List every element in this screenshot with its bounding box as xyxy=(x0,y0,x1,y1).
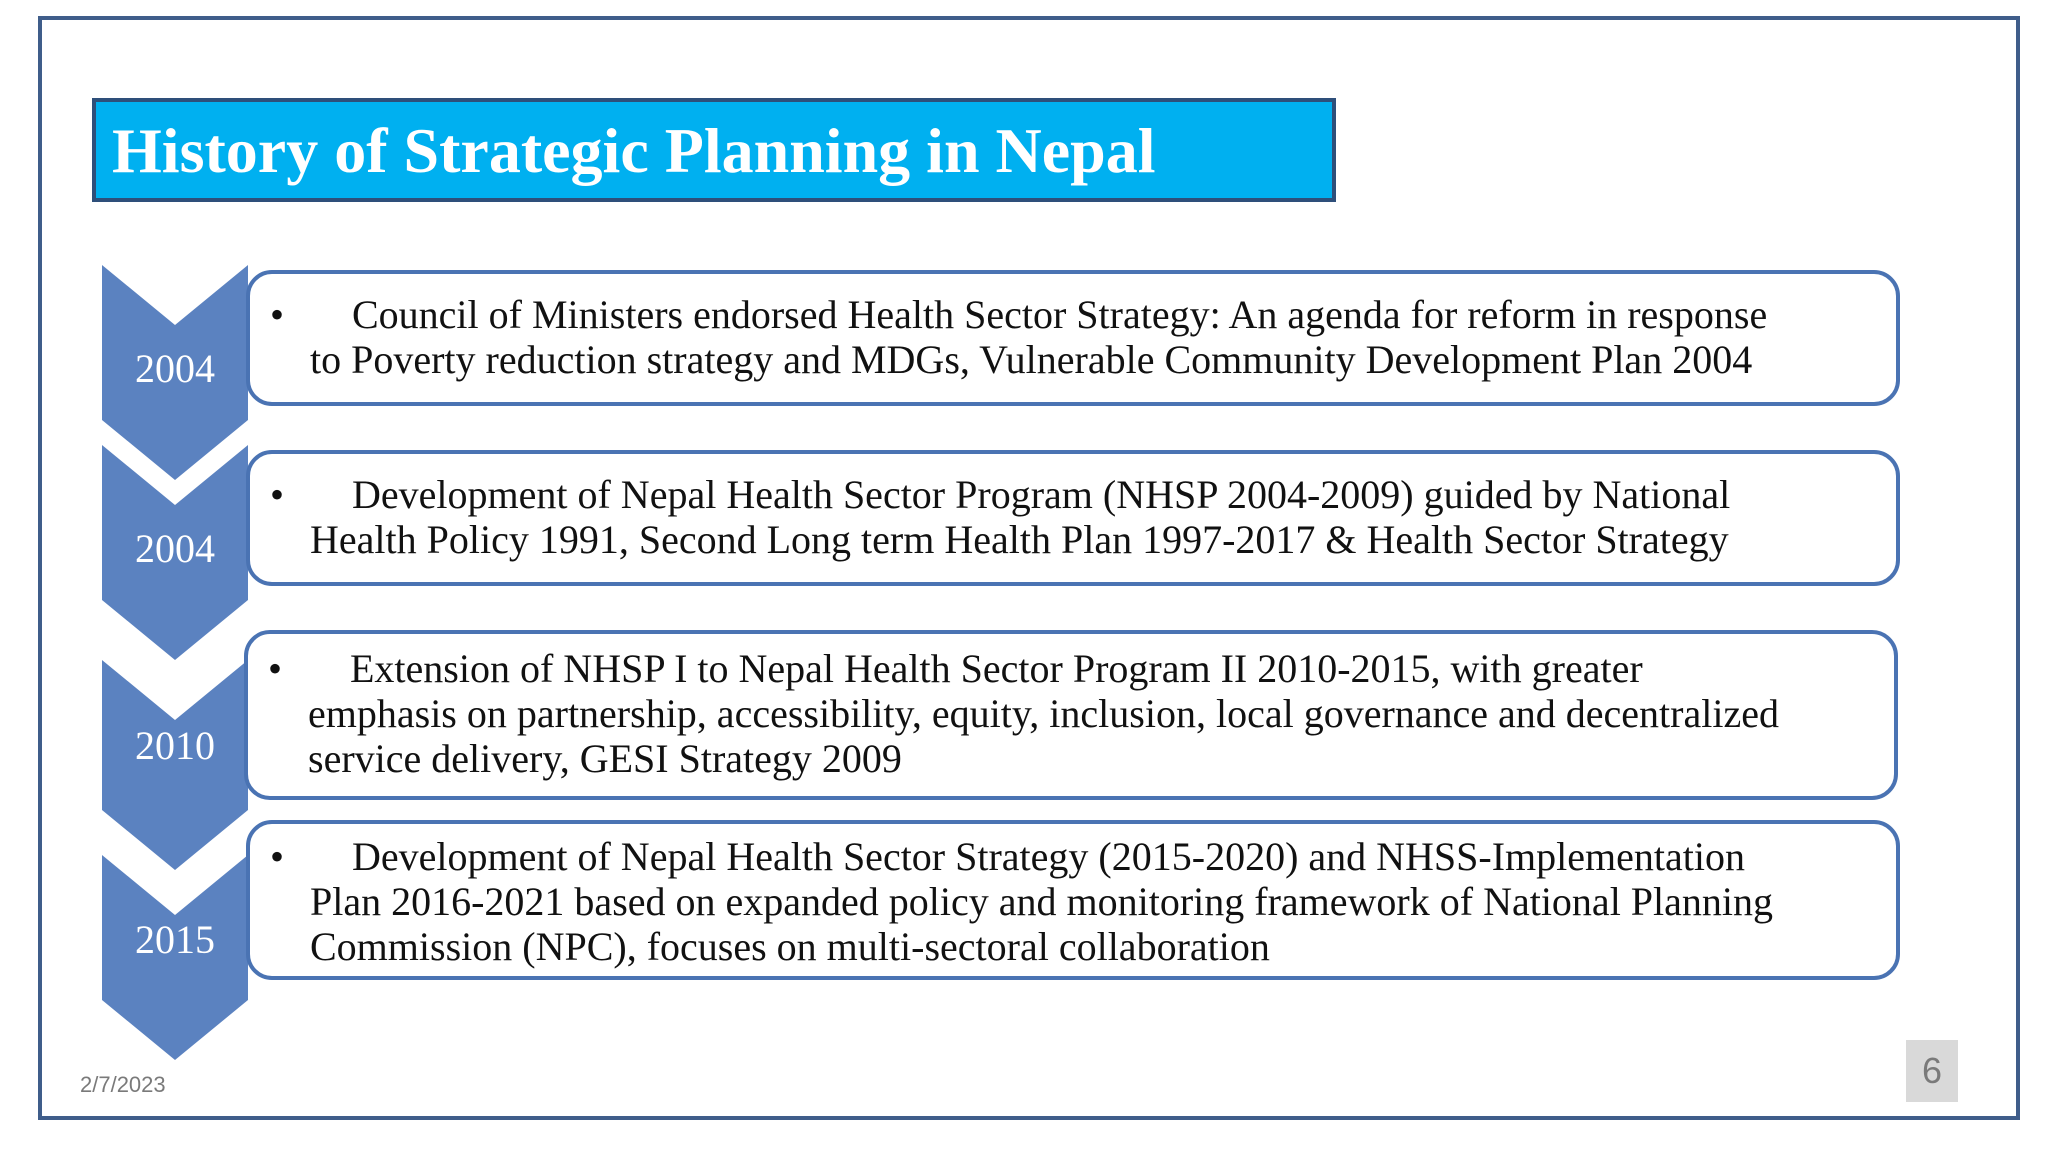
bullet-icon: • xyxy=(270,292,285,337)
year-label-3: 2010 xyxy=(135,723,215,768)
slide-title: History of Strategic Planning in Nepal xyxy=(112,115,1156,186)
event-text-4 xyxy=(250,834,1896,969)
event-text-3 xyxy=(248,646,1894,781)
event-2-line-1: Development of Nepal Health Sector Program (NHSP 2004-2009) guided by National xyxy=(352,472,1731,517)
year-label-4: 2015 xyxy=(135,917,215,962)
event-4-line-2: Plan 2016-2021 based on expanded policy and monitoring framework of National Planning xyxy=(310,879,1774,924)
event-3-line-1: Extension of NHSP I to Nepal Health Sector Program II 2010-2015, with greater xyxy=(350,646,1643,691)
page-number: 6 xyxy=(1906,1040,1958,1102)
event-4-line-1: Development of Nepal Health Sector Strategy (2015-2020) and NHSS-Implementation xyxy=(352,834,1745,879)
title-banner xyxy=(92,98,1336,202)
bullet-icon: • xyxy=(268,646,283,691)
event-3-line-3: service delivery, GESI Strategy 2009 xyxy=(308,736,902,781)
year-label-2: 2004 xyxy=(135,526,215,571)
event-box-3 xyxy=(244,630,1898,800)
event-box-1 xyxy=(246,270,1900,406)
slide-date: 2/7/2023 xyxy=(80,1072,166,1097)
event-1-line-2: to Poverty reduction strategy and MDGs, Vulnerable Community Development Plan 2004 xyxy=(310,337,1753,382)
event-4-line-3: Commission (NPC), focuses on multi-sectoral collaboration xyxy=(310,924,1270,969)
year-label-1: 2004 xyxy=(135,346,215,391)
event-text-1 xyxy=(250,292,1896,382)
event-box-4 xyxy=(246,820,1900,980)
bullet-icon: • xyxy=(270,472,285,517)
event-box-2 xyxy=(246,450,1900,586)
event-1-line-1: Council of Ministers endorsed Health Sector Strategy: An agenda for reform in response xyxy=(352,292,1768,337)
event-3-line-2: emphasis on partnership, accessibility, equity, inclusion, local governance and decentralized xyxy=(308,691,1779,736)
slide xyxy=(38,16,2020,1120)
bullet-icon: • xyxy=(270,834,285,879)
event-text-2 xyxy=(250,472,1896,562)
event-2-line-2: Health Policy 1991, Second Long term Health Plan 1997-2017 & Health Sector Strategy xyxy=(310,517,1729,562)
